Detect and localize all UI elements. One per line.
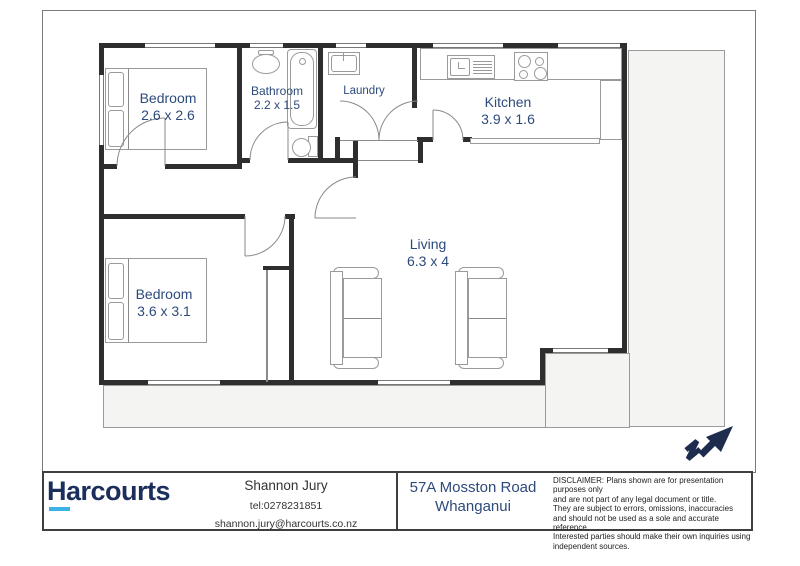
basin-icon	[252, 54, 280, 74]
disclaimer-line: They are subject to errors, omissions, inaccuracies	[553, 504, 734, 514]
agent-block	[180, 478, 392, 530]
stove-burner	[535, 57, 544, 66]
sofa-back	[455, 271, 468, 365]
closet-front-line	[340, 140, 418, 141]
wall-segment	[289, 214, 294, 385]
toilet-icon	[292, 138, 311, 157]
kitchen-sink-drainer	[473, 59, 492, 75]
footer-divider	[396, 471, 398, 531]
disclaimer-line: and are not part of any legal document or title.	[553, 494, 717, 504]
wardrobe-slider-line	[266, 270, 268, 382]
room-dims: 2.6 x 2.6	[141, 106, 195, 123]
window	[148, 380, 220, 385]
wall-segment	[540, 348, 545, 385]
wall-segment	[99, 164, 117, 169]
sofa-cushion-line	[469, 318, 506, 319]
wall-segment	[237, 43, 242, 169]
room-name: Laundry	[343, 85, 385, 97]
agent-phone: tel:0278231851	[249, 500, 323, 512]
room-dims: 2.2 x 1.5	[253, 98, 301, 113]
sofa-back	[330, 271, 343, 365]
window	[250, 43, 283, 48]
room-name: Kitchen	[484, 94, 532, 110]
laundry-tap	[343, 52, 344, 61]
stove-burner	[534, 67, 547, 80]
disclaimer-text	[553, 476, 751, 551]
patio-corner	[545, 353, 630, 428]
bed-line	[128, 259, 129, 342]
patio-right	[628, 50, 725, 427]
wall-segment	[165, 164, 242, 169]
closet-back-line	[358, 160, 418, 161]
stove-burner	[518, 55, 531, 68]
disclaimer-line: Interested parties should make their own inquiries using	[553, 532, 751, 542]
room-name: Bedroom	[135, 286, 193, 302]
wall-segment	[323, 158, 358, 163]
room-label-bedroom-2	[136, 286, 193, 319]
agent-name: Shannon Jury	[244, 478, 328, 493]
address-line1: 57A Mosston Road	[409, 479, 537, 496]
disclaimer-line: independent sources.	[553, 541, 630, 551]
kitchen-bench-return	[600, 80, 622, 140]
stove-burner	[519, 70, 528, 79]
room-label-laundry	[343, 85, 385, 99]
room-dims: 3.6 x 3.1	[137, 302, 191, 319]
wall-segment	[99, 214, 245, 219]
room-dims: 6.3 x 4	[406, 252, 450, 269]
room-label-bedroom-1	[140, 90, 197, 123]
window	[553, 348, 608, 353]
kitchen-bench-island	[470, 138, 600, 144]
patio-bottom	[103, 385, 547, 428]
address-line2: Whanganui	[435, 498, 511, 515]
room-label-bathroom	[251, 84, 303, 112]
pillow	[108, 72, 124, 107]
harcourts-logo-underline	[49, 507, 70, 511]
room-name: Living	[409, 236, 447, 252]
wall-segment	[318, 43, 323, 163]
room-name: Bathroom	[250, 84, 304, 98]
pillow	[108, 302, 124, 340]
pillow	[108, 110, 124, 147]
room-label-living	[407, 236, 449, 269]
wall-segment	[412, 43, 417, 108]
sofa-cushion-line	[344, 318, 381, 319]
room-label-kitchen	[481, 94, 535, 127]
bed-line	[128, 69, 129, 149]
property-address	[399, 479, 547, 515]
room-dims: 3.9 x 1.6	[481, 110, 535, 127]
basin-tap	[258, 50, 274, 55]
window	[336, 43, 366, 48]
agent-email: shannon.jury@harcourts.co.nz	[214, 518, 358, 530]
wall-segment	[622, 43, 627, 353]
window	[378, 380, 450, 385]
laundry-tub-basin	[331, 55, 357, 72]
window	[99, 75, 104, 145]
disclaimer-line: and should not be used as a sole and accurate reference.	[553, 513, 719, 533]
kitchen-sink-tap	[458, 62, 465, 69]
wall-segment	[418, 137, 423, 163]
disclaimer-line: DISCLAIMER: Plans shown are for presentation purposes only	[553, 476, 724, 495]
pillow	[108, 263, 124, 299]
wall-segment	[242, 158, 250, 163]
harcourts-logo: Harcourts	[47, 476, 171, 506]
bathtub-drain	[299, 58, 306, 65]
room-name: Bedroom	[139, 90, 197, 106]
window	[145, 43, 215, 48]
